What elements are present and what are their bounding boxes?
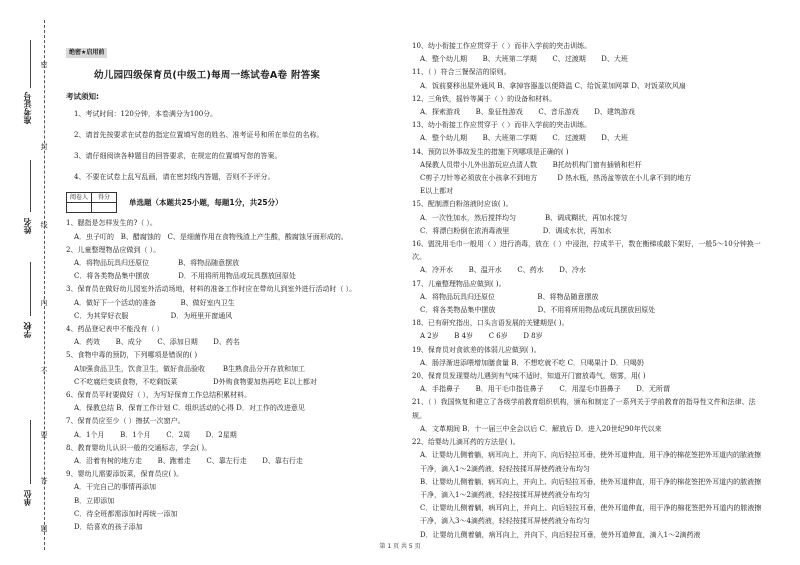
seal-mark: 密 [40,61,48,69]
instruction-item: 1、考试时间：120分钟，本卷满分为100分。 [74,109,218,118]
question-option: C．待全班都需添加时再统一添加 [74,509,178,518]
seal-line [44,20,45,550]
question-option: A．药效 B、成分 C、添加日期 D、药名 [74,338,240,347]
right-question-list [412,40,764,542]
reviewer-cell[interactable] [67,203,92,213]
score-row [66,192,384,213]
question-option: C．将各类物品集中摆放 D、不用将所用物品或玩具摆放回原处 [420,306,656,315]
instructions-heading: 考试须知: [66,92,99,102]
question-option: A．一次性加水，然后搅拌均匀 B、调成糊状，再加水搅匀 [420,213,628,222]
instruction-item: 2、请首先按要求在试卷的指定位置填写您的姓名、准考证号和所在单位的名称。 [74,130,324,139]
question-option: B．立即添加 [74,496,115,505]
question-option: A．做好下一个活动的准备 B、做好室内卫生 [74,298,235,307]
binding-label-name: 姓名 [23,218,32,234]
question-stem: 2、儿童整理物品应做到（ ）。 [66,245,161,254]
question-option: C．将各类物品集中摆放 D．不用将所用物品或玩具摆放回原处 [74,272,296,281]
question-stem: 1、腮指是怎样发生的?（ ）。 [66,219,157,228]
question-option: A．冷开水 B、温开水 C、药水 D、冷水 [420,266,586,275]
question-option: B．让婴幼儿侧着躺，病耳向上，并向上、向后轻拉耳垂，使外耳道伸直，用干净的棉花签把外耳道内的脓液擦干净，滴入1～2滴药液，轻轻按揉耳屏使药液分布均匀 [420,477,762,499]
school-field-line [30,262,31,316]
exam-number-field-line [30,40,31,88]
question-stem: 5、食物中毒的预防，下列哪项是错误的( ) [66,351,198,360]
name-field-line [30,160,31,212]
question-option: C剪子刀针等必须放在小孩拿不到地方 D 热水瓶，热汤盆等放在小儿拿不到的地方 [420,174,692,183]
page-title: 幼儿园四级保育员(中级工)每周一练试卷A卷 附答案 [94,70,321,82]
question-option: A．探索游戏 B、象征性游戏 C、音乐游戏 D、建筑游戏 [420,108,635,117]
seal-mark: 封 [40,143,48,151]
question-option: A．干完自己的事情再添加 [74,483,157,492]
question-option: E以上都对 [420,187,454,196]
question-stem: 15、配制漂白粉溶液时应该( )。 [412,200,513,209]
score-cell[interactable] [92,203,117,213]
unit-field-line [30,420,31,484]
seal-mark: 不 [40,367,48,375]
score-header: 得分 [92,193,117,203]
question-option: A．整个幼儿期 B、大班第二学期 C、过渡期 D、大班 [420,55,628,64]
page-footer: 第 1 页 共 5 页 [379,543,421,550]
question-stem: 19、保育员对食欲差的体弱儿应做到( )。 [412,345,541,354]
question-option: A．手指鼻子 B．用干毛巾指住鼻子 C．用湿毛巾捂鼻子 D．无所谓 [420,385,670,394]
left-column [66,46,384,534]
question-option: A．肠浮渐进添喂增加膳食量 B．不想吃就不吃 C．只喝果汁 D．只喝奶 [420,358,644,367]
question-stem: 21、（ ）我国恢复和建立了各级学前教育组织机构，颁布和制定了一系列关于学前教育的指导性文件和法律、法规。 [412,398,756,420]
seal-mark: 答 [40,477,48,485]
reviewer-header: 阅卷人 [67,193,92,203]
instruction-item: 3、请仔细阅读各种题目的回答要求，在规定的位置填写您的答案。 [74,152,282,161]
question-option: A．文革期间 B．十一届三中全会以后 C．解放后 D．进入20世纪90年代以来 [420,424,662,433]
right-column [412,40,764,542]
question-option: C．让婴幼儿侧着躺，病耳向上，并向上、向后轻拉耳垂，使外耳道伸直，用干净的棉花签把外耳道内的脓液擦干净，滴入3～4滴药液，轻轻按揉耳屏使药液分布均匀 [420,504,762,526]
question-option: C．为其穿好衣服 D．为班里开窗通风 [74,311,233,320]
question-stem: 13、幼小衔接工作应贯穿于（ ）而非入学前的突击训练。 [412,121,592,130]
question-option: D．给喜欢的孩子添加 [74,523,143,532]
question-stem: 8、教育婴幼儿认识一般的交通标志，学会( )。 [66,443,212,452]
question-option: C不吃腐烂变质食物，不吃剩饭菜 D外购食物要加热再吃 E以上都对 [74,377,317,386]
question-stem: 16、盥洗用毛巾一般用（ ）进行消毒，放在（ ）中浸泡，拧成半干，数在衡梯或敲下架好，一般5～10分钟换一次。 [412,240,761,262]
seal-mark: 内 [40,299,48,307]
question-stem: 6、保育员平时要做好（ ），为写好保育工作总结积累材料。 [66,391,252,400]
binding-label-school: 学校 [23,322,32,338]
question-stem: 10、幼小衔接工作应贯穿于（ ）而非入学前的突击训练。 [412,42,592,50]
score-table [66,192,117,213]
secret-badge: 绝密★启用前 [66,48,107,58]
left-question-list [66,217,384,534]
question-stem: 7、保育员应至少（ ）擦拭一次窗户。 [66,417,185,426]
question-option: A．1个月 B．1个月 C．2周 D．2星期 [74,430,237,439]
question-option: A．沿着有树的地方走 B、跑着走 C、靠左行走 D、靠右行走 [74,457,303,466]
question-stem: 3、保育员在做好幼儿园室外活动场地，材料的准备工作时应在带幼儿到室外进行活动时（ ）。 [66,285,357,294]
question-stem: 4、药品登记表中不能没有（ ） [66,325,164,334]
question-stem: 12、三角铁，摇铃等属于（ ）的设备和材料。 [412,94,557,103]
question-option: A 2岁 B 4岁 C 6岁 D 8岁 [420,332,543,341]
question-stem: 22、给婴幼儿滴耳药的方法是( )。 [412,438,520,447]
seal-mark: 要 [40,431,48,439]
question-stem: 20、保育员发现婴幼儿遇到有气味不适时，知道开门窗放毒气，烟雾，用( ) [412,372,646,381]
question-stem: 9、婴幼儿需要添饭菜，保育员应( )。 [66,470,184,479]
question-option: A加强食品卫生，饮食卫生，做好食品验收 B生熟食品分开存放和加工 [74,364,305,373]
question-stem: 18、已有研究指出，口头言语发展的关键期是( )。 [412,319,569,328]
question-option: A．让婴幼儿侧着躺，病耳向上，并向下、向后轻拉耳垂，使外耳道伸直，用干净的棉花签把外耳道内的脓液擦干净，滴入1～2滴药液，轻轻按揉耳屏使药液分布均匀 [420,451,762,473]
section-title: 单选题（本题共25小题，每题1分，共25分） [129,198,283,208]
question-option: D．让婴幼儿侧着躺，病耳向上，并向下、向后轻拉耳垂，使外耳道伸直，滴入1～2滴药液 [420,530,701,539]
question-stem: 11、（ ）符合三餐保洁的原则。 [412,68,511,77]
binding-label-exam-number: 准考证号 [23,92,32,124]
question-stem: 14、预防以外事故发生的措施下列哪项是正确的( ) [412,147,569,156]
question-option: A．虫子叮的 B、醋腐蚀的 C、是细菌作用在食物残渣上产生酸，酸腐蚀牙面形成的。 [74,232,348,241]
binding-strip [0,0,56,565]
question-option: A．将物品玩具归还原位 B、将物品随意摆放 [74,259,240,268]
seal-mark: 题 [40,525,48,533]
instruction-item: 4、不要在试卷上乱写乱画，请在密封线内答题，否则不予评分。 [74,173,275,182]
question-option: A．将物品玩具归还原位 B、将物品随意摆放 [420,292,599,301]
question-option: C．将漂白粉倒在浓消毒液里 D．调成水状，再加水 [420,226,612,235]
question-stem: 17、儿童整理物品应做到( )。 [412,279,506,288]
question-option: A保教人员带小儿外出游玩应点清人数 B托幼机构门窗有插销和栏杆 [420,160,642,169]
binding-label-unit: 单位 [23,490,32,506]
question-option: A．保教总结 B．保育工作计划 C．组织活动的心得 D．对工作的改进意见 [74,404,305,413]
seal-mark: 线 [40,221,48,229]
question-option: A．整个幼儿期 B、大班第二学期 C．过渡期 D、大班 [420,134,628,143]
question-option: A．饭前要移出屋外通风 B、拿掉容器盖以便降温 C、给饭菜加网罩 D、对饭菜吹风扇 [420,81,686,90]
